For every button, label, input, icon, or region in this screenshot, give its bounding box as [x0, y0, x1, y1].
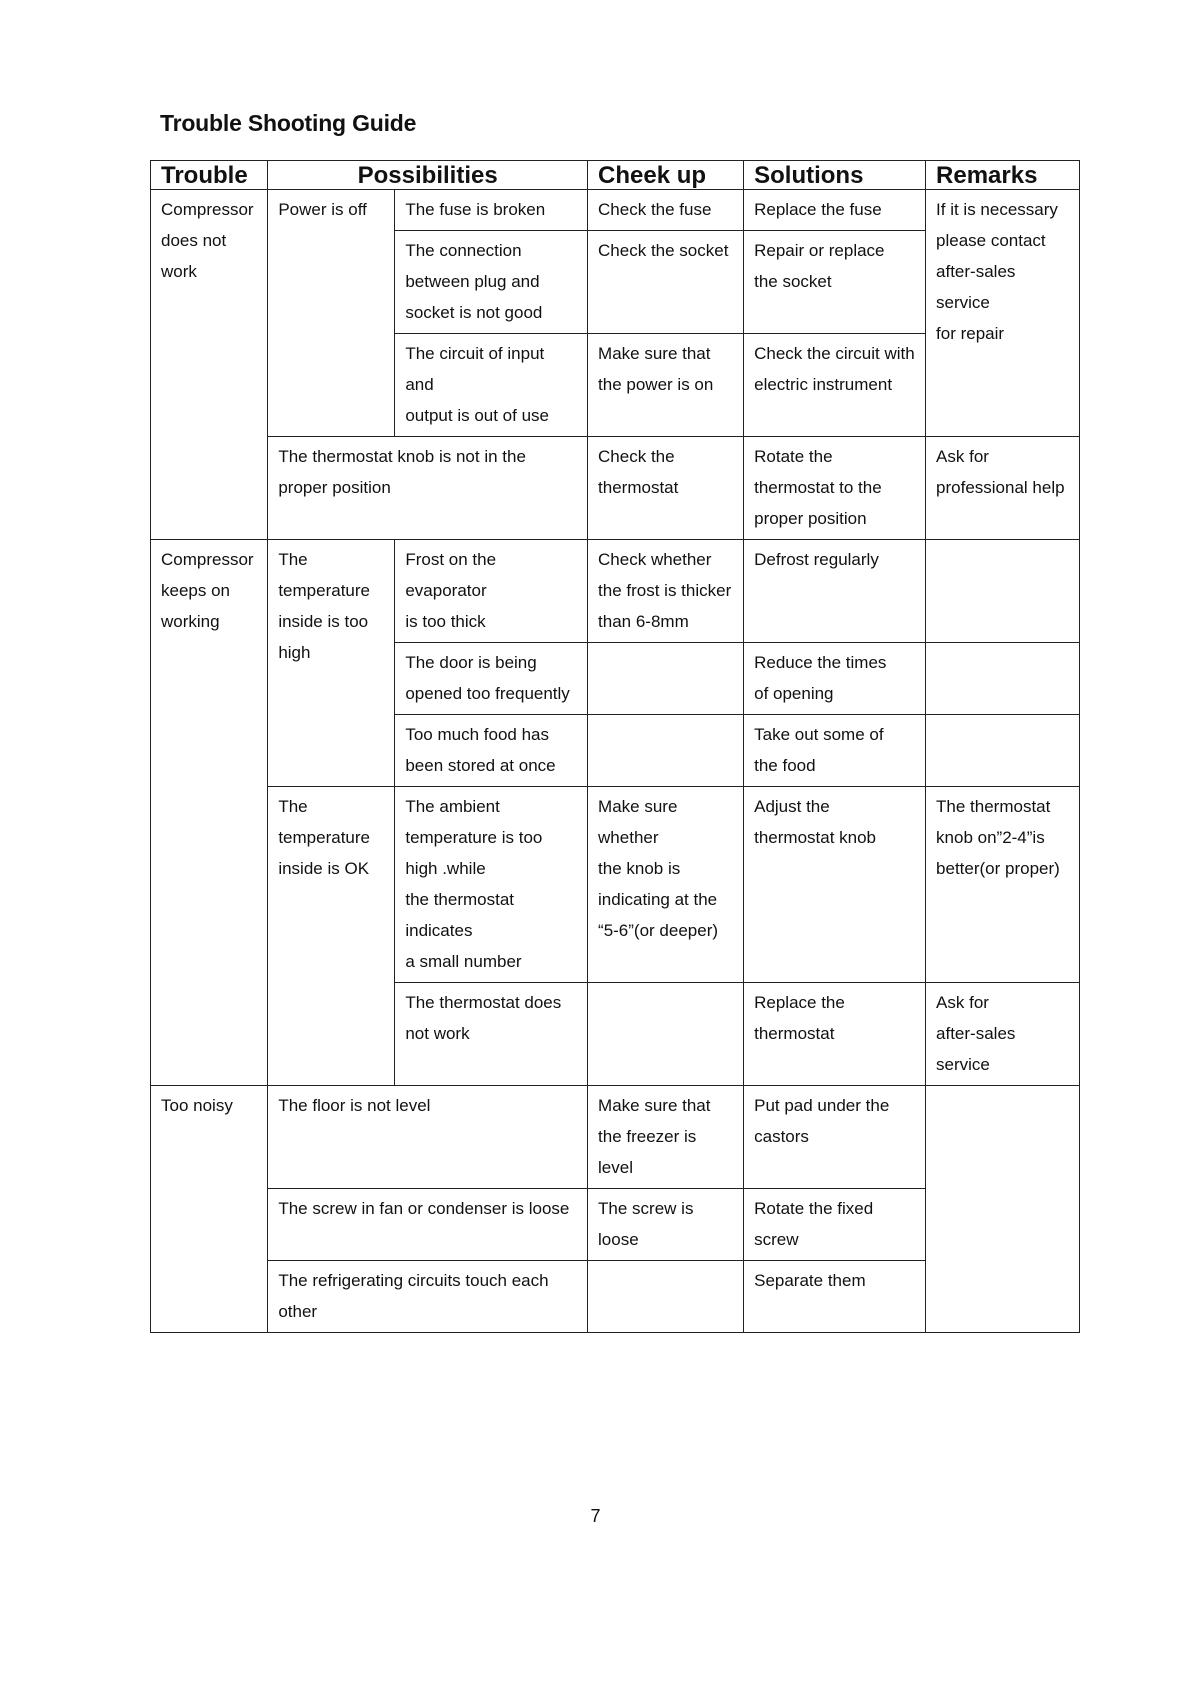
cause-cell: The thermostat does not work [395, 983, 588, 1086]
remark-cell: The thermostat knob on”2-4”is better(or proper) [926, 787, 1080, 983]
page-title: Trouble Shooting Guide [160, 110, 417, 136]
cause-cell: The connection between plug and socket is not good [395, 231, 588, 334]
check-cell [588, 643, 744, 715]
solution-cell: Rotate the thermostat to the proper position [744, 437, 926, 540]
remark-cell: Ask for after-sales service [926, 983, 1080, 1086]
check-cell [588, 983, 744, 1086]
check-cell: Check the socket [588, 231, 744, 334]
cause-cell: The floor is not level [268, 1086, 588, 1189]
check-cell: Check the fuse [588, 190, 744, 231]
solution-cell: Separate them [744, 1261, 926, 1333]
solution-cell: Defrost regularly [744, 540, 926, 643]
solution-cell: Adjust the thermostat knob [744, 787, 926, 983]
possibility-cell: The temperature inside is OK [268, 787, 395, 1086]
check-cell: Make sure that the power is on [588, 334, 744, 437]
cause-cell: Frost on the evaporator is too thick [395, 540, 588, 643]
possibility-cell: Power is off [268, 190, 395, 437]
cause-cell: The door is being opened too frequently [395, 643, 588, 715]
solution-cell: Take out some of the food [744, 715, 926, 787]
check-cell [588, 1261, 744, 1333]
solution-cell: Rotate the fixed screw [744, 1189, 926, 1261]
check-cell: Check whether the frost is thicker than 6-8mm [588, 540, 744, 643]
cause-cell: The thermostat knob is not in the proper position [268, 437, 588, 540]
check-cell [588, 715, 744, 787]
solution-cell: Repair or replace the socket [744, 231, 926, 334]
remark-cell: If it is necessary please contact after-sales service for repair [926, 190, 1080, 437]
cause-cell: The circuit of input and output is out of use [395, 334, 588, 437]
table-row [151, 190, 1080, 231]
possibility-cell: The temperature inside is too high [268, 540, 395, 787]
header-row [151, 161, 1080, 190]
header-possibilities: Possibilities [268, 161, 588, 190]
solution-cell: Replace the fuse [744, 190, 926, 231]
remark-cell [926, 715, 1080, 787]
check-cell: Make sure whether the knob is indicating at the “5-6”(or deeper) [588, 787, 744, 983]
page-number: 7 [590, 1506, 601, 1526]
solution-cell: Put pad under the castors [744, 1086, 926, 1189]
solution-cell: Reduce the times of opening [744, 643, 926, 715]
remark-cell [926, 540, 1080, 643]
trouble-cell: Compressor does not work [151, 190, 268, 540]
solution-cell: Check the circuit with electric instrument [744, 334, 926, 437]
remark-cell [926, 643, 1080, 715]
table-row [151, 437, 1080, 540]
cause-cell: The refrigerating circuits touch each other [268, 1261, 588, 1333]
cause-cell: The fuse is broken [395, 190, 588, 231]
header-check-up: Cheek up [588, 161, 744, 190]
check-cell: Check the thermostat [588, 437, 744, 540]
header-solutions: Solutions [744, 161, 926, 190]
table-row [151, 540, 1080, 643]
trouble-shooting-table [150, 160, 1080, 1333]
trouble-cell: Compressor keeps on working [151, 540, 268, 1086]
cause-cell: The screw in fan or condenser is loose [268, 1189, 588, 1261]
trouble-cell: Too noisy [151, 1086, 268, 1333]
cause-cell: Too much food has been stored at once [395, 715, 588, 787]
header-trouble: Trouble [151, 161, 268, 190]
remark-cell [926, 1086, 1080, 1333]
table-row [151, 1086, 1080, 1189]
table-row [151, 787, 1080, 983]
header-remarks: Remarks [926, 161, 1080, 190]
solution-cell: Replace the thermostat [744, 983, 926, 1086]
check-cell: Make sure that the freezer is level [588, 1086, 744, 1189]
check-cell: The screw is loose [588, 1189, 744, 1261]
cause-cell: The ambient temperature is too high .while the thermostat indicates a small number [395, 787, 588, 983]
remark-cell: Ask for professional help [926, 437, 1080, 540]
